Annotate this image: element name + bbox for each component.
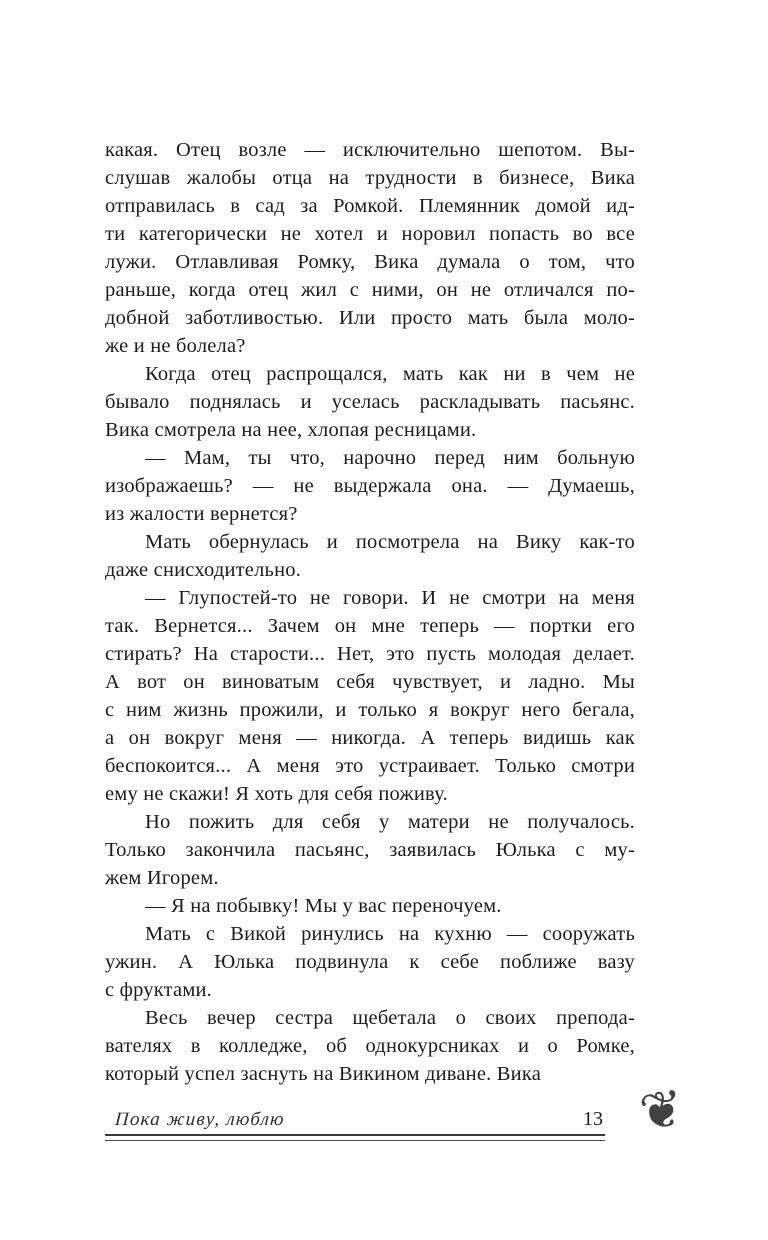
footer-row [105,1108,605,1131]
text-line: — Мам, ты что, нарочно перед ним больную [145,447,635,469]
text-line: Весь вечер сестра щебетала о своих препода- [145,1007,635,1029]
text-line: Когда отец распрощался, мать как ни в чем не [145,363,635,385]
text-line: бывало поднялась и уселась раскладывать пасьянс. [105,391,635,413]
footer-rule-top [105,1134,605,1136]
text-line: Вика смотрела на нее, хлопая ресницами. [105,419,477,441]
text-line: вателях в колледже, об однокурсниках и о Ромке, [105,1035,635,1057]
text-line: А вот он виноватым себя чувствует, и ладно. Мы [105,671,635,693]
text-line: из жалости вернется? [105,503,298,525]
text-line: какая. Отец возле — исключительно шепотом. Вы- [105,139,635,161]
paragraph [105,528,635,584]
text-line: Но пожить для себя у матери не получалось. [145,811,635,833]
text-line: изображаешь? — не выдержала она. — Думаешь, [105,475,635,497]
text-line: с ним жизнь прожили, и только я вокруг него бегала, [105,699,635,721]
paragraph [105,920,635,1004]
paragraph [105,136,635,360]
text-line: — Глупостей-то не говори. И не смотри на меня [145,587,635,609]
text-line: ужин. А Юлька подвинула к себе поближе вазу [105,951,635,973]
running-title: Пока живу, люблю [114,1109,286,1130]
text-line: а он вокруг меня — никогда. А теперь видишь как [105,727,635,749]
page-footer [105,1108,605,1141]
page-text [105,136,635,1088]
fleuron-ornament-icon: ❦ [636,1080,688,1143]
text-line: так. Вернется... Зачем он мне теперь — портки его [105,615,635,637]
paragraph [105,808,635,892]
text-line: даже снисходительно. [105,559,302,581]
text-line: который успел заснуть на Викином диване. Вика [105,1063,541,1085]
text-line: раньше, когда отец жил с ними, он не отличался по- [105,279,635,301]
paragraph [105,584,635,808]
text-line: Мать обернулась и посмотрела на Вику как-то [145,531,635,553]
text-line: отправилась в сад за Ромкой. Племянник домой ид- [105,195,635,217]
text-line: жем Игорем. [105,867,219,889]
text-line: добной заботливостью. Или просто мать была моло- [105,307,635,329]
paragraph [105,1004,635,1088]
text-line: стирать? На старости... Нет, это пусть молодая делает. [105,643,635,665]
text-line: — Я на побывку! Мы у вас переночуем. [145,895,502,917]
text-line: слушав жалобы отца на трудности в бизнесе, Вика [105,167,635,189]
text-line: Только закончила пасьянс, заявилась Юлька с му- [105,839,635,861]
paragraph [105,892,635,920]
text-line: лужи. Отлавливая Ромку, Вика думала о том, что [105,251,635,273]
text-line: же и не болела? [105,335,246,357]
text-line: беспокоится... А меня это устраивает. Только смотри [105,755,635,777]
paragraph [105,360,635,444]
paragraph [105,444,635,528]
text-line: с фруктами. [105,979,213,1001]
footer-rule-bottom [105,1140,605,1141]
text-line: ти категорически не хотел и норовил попасть во все [105,223,635,245]
text-line: Мать с Викой ринулись на кухню — сооружать [145,923,635,945]
text-line: ему не скажи! Я хоть для себя поживу. [105,783,448,805]
page-number: 13 [583,1108,603,1130]
